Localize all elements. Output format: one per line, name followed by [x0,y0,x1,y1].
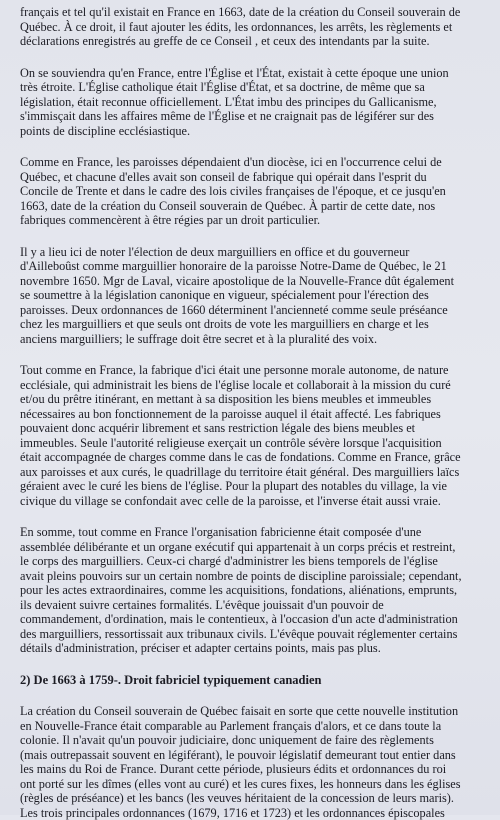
paragraph-2 [20,66,486,139]
section-heading: 2) De 1663 à 1759-. Droit fabriciel typiquement canadien [20,673,486,688]
text-line: des marguilliers, ressortissait aux tribunaux civils. L'évêque pouvait réglementer certains [20,627,486,642]
text-line: avait pleins pouvoirs sur un certain nombre de points de discipline paroissiale; cependant, [20,569,486,584]
text-line: Comme en France, les paroisses dépendaient d'un diocèse, ici en l'occurrence celui de [20,155,486,170]
text-line: 1663, date de la création du Conseil souverain de Québec. À partir de cette date, nos [20,199,486,214]
paragraph-5 [20,363,486,508]
text-line: aux paroisses et aux curés, le quadrillage du territoire était général. Des marguilliers laïcs [20,465,486,480]
text-line: ecclésiale, qui administrait les biens de l'église locale et collaborait à la mission du curé [20,378,486,393]
text-line: géraient avec le curé les biens de l'église. Pour la plupart des notables du village, la vie [20,479,486,494]
text-line: assemblée délibérante et un organe exécutif qui appartenait à un corps précis et restreint, [20,540,486,555]
body-text [20,5,486,656]
text-line: législation, était reconnue officiellement. L'État imbu des principes du Gallicanisme, [20,95,486,110]
text-line: était accompagnée de charges comme dans le cas de fondations. Comme en France, grâce [20,450,486,465]
text-line: commandement, d'ordination, mais le contentieux, à l'occasion d'un acte d'administration [20,612,486,627]
paragraph-7 [20,704,486,820]
text-line: Les trois principales ordonnances (1679, 1716 et 1723) et les ordonnances épiscopales [20,806,486,820]
text-line: détails d'administration, préciser et adapter certains points, mais pas plus. [20,641,486,656]
text-line: les mains du Roi de France. Durant cette période, plusieurs édits et ordonnances du roi [20,762,486,777]
text-line: nécessaires au bon fonctionnement de la paroisse auquel il était affecté. Les fabriques [20,407,486,422]
text-line: Il y a lieu ici de noter l'élection de deux marguilliers en office et du gouverneur [20,245,486,260]
text-line: ils devaient suivre certaines formalités. L'évêque jouissait d'un pouvoir de [20,598,486,613]
text-line: chez les marguilliers et que seuls ont droits de vote les marguilliers en charge et les [20,317,486,332]
paragraph-6 [20,525,486,656]
text-line: se soumettre à la législation canonique en vigueur, spécialement pour l'érection des [20,288,486,303]
text-line: fabriques commencèrent à être régies par un droit particulier. [20,213,486,228]
text-line: immeubles. Seule l'autorité religieuse exerçait un contrôle sévère lorsque l'acquisition [20,436,486,451]
text-line: français et tel qu'il existait en France en 1663, date de la création du Conseil souverain de [20,5,486,20]
text-line: En somme, tout comme en France l'organisation fabricienne était composée d'une [20,525,486,540]
text-line: paroisses. Deux ordonnances de 1660 déterminent l'ancienneté comme seule préséance [20,303,486,318]
paragraph-4 [20,245,486,347]
text-line: déclarations enregistrés au greffe de ce Conseil , et ceux des intendants par la suite. [20,34,486,49]
text-line: le corps des marguilliers. Ceux-ci chargé d'administrer les biens temporels de l'église [20,554,486,569]
text-line: On se souviendra qu'en France, entre l'Église et l'État, existait à cette époque une union [20,66,486,81]
paragraph-1 [20,5,486,49]
text-line: Québec, et chacune d'elles avait son conseil de fabrique qui opérait dans l'esprit du [20,170,486,185]
text-line: d'Ailleboûst comme marguillier honoraire de la paroisse Notre-Dame de Québec, le 21 [20,259,486,274]
paragraph-3 [20,155,486,228]
text-line: en Nouvelle-France était comparable au Parlement français d'alors, et ce dans toute la [20,719,486,734]
text-line: pouvaient donc acquérir librement et sans restriction légale des biens meubles et [20,421,486,436]
text-line: points de discipline ecclésiastique. [20,124,486,139]
text-line: et/ou du prêtre itinérant, en mettant à sa disposition les biens meubles et immeubles [20,392,486,407]
text-line: ont porté sur les dîmes (elles vont au curé) et les cures fixes, les honneurs dans les églises [20,777,486,792]
text-line: civique du village se confondait avec celle de la paroisse, et l'inverse était aussi vraie. [20,494,486,509]
text-line: novembre 1650. Mgr de Laval, vicaire apostolique de la Nouvelle-France dût également [20,274,486,289]
text-line: Concile de Trente et dans le cadre des lois civiles françaises de l'époque, et ce jusqu'en [20,184,486,199]
text-line: (règles de préséance) et les bancs (les veuves héritaient de la concession de leurs maris). [20,791,486,806]
text-line: colonie. Il n'avait qu'un pouvoir judiciaire, donc uniquement de faire des règlements [20,733,486,748]
text-line: Tout comme en France, la fabrique d'ici était une personne morale autonome, de nature [20,363,486,378]
text-line: Québec. À ce droit, il faut ajouter les édits, les ordonnances, les arrêts, les règlements et [20,20,486,35]
text-line: très étroite. L'Église catholique était l'Église d'État, et sa doctrine, de même que sa [20,80,486,95]
text-line: La création du Conseil souverain de Québec faisait en sorte que cette nouvelle institution [20,704,486,719]
text-line: s'immisçait dans les affaires même de l'Église et ne craignait pas de légiférer sur des [20,109,486,124]
text-line: pour les actes extraordinaires, comme les acquisitions, fondations, aliénations, emprunts, [20,583,486,598]
text-line: anciens marguilliers; le suffrage doit être secret et à la pluralité des voix. [20,332,486,347]
text-line: (mais outrepassait souvent en légiférant), le pouvoir législatif demeurant tout entier dans [20,748,486,763]
